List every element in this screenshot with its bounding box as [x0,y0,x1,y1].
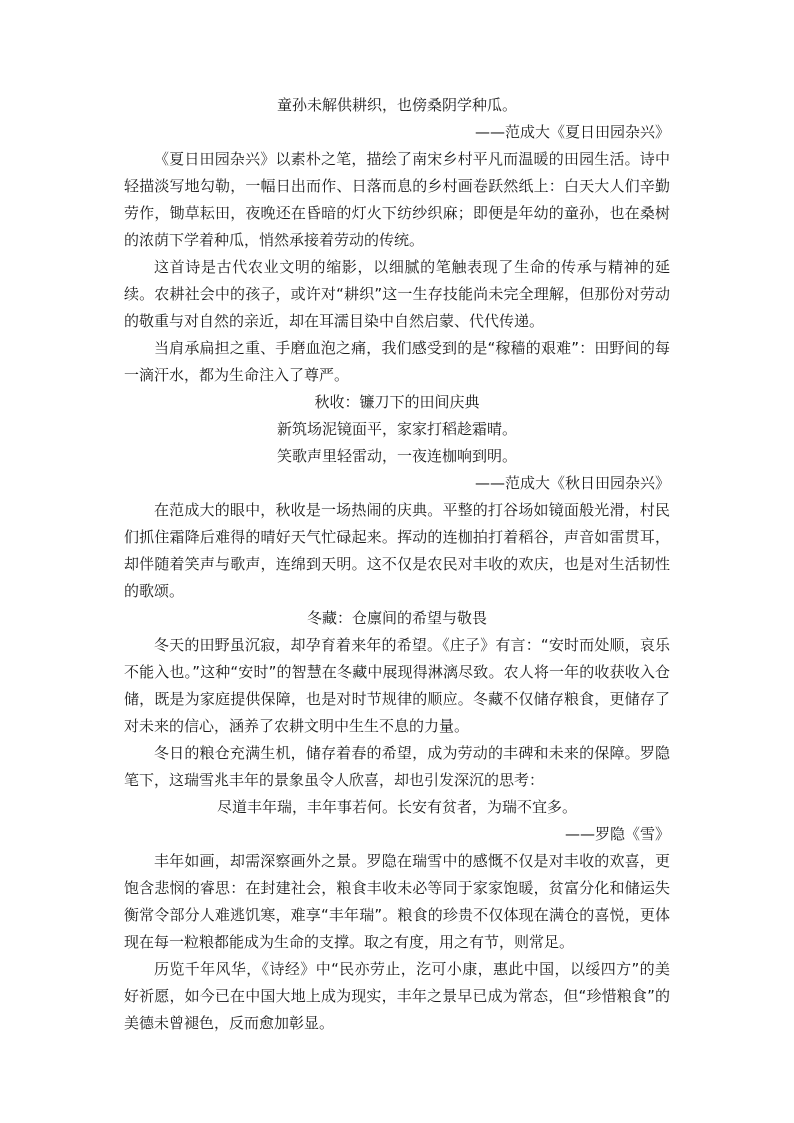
paragraph-winter-granary: 冬日的粮仓充满生机，储存着春的希望，成为劳动的丰碑和未来的保障。罗隐笔下，这瑞雪兆丰年的景象虽令人欣喜，却也引发深沉的思考： [124,744,670,789]
poem-line-autumn-2: 笑歌声里轻雷动，一夜连枷响到明。 [276,447,517,465]
paragraph-summer-intro: 《夏日田园杂兴》以素朴之笔，描绘了南宋乡村平凡而温暖的田园生活。诗中轻描淡写地勾勒，一幅日出而作、日落而息的乡村画卷跃然纸上：白天大人们辛勤劳作，锄草耘田，夜晚还在昏暗的灯火下纺纱织麻；即便是年幼的童孙，也在桑树的浓荫下学着种瓜，悄然承接着劳动的传统。 [124,150,670,249]
poem-line-winter: 尽道丰年瑞，丰年事若何。长安有贫者，为瑞不宜多。 [216,798,577,816]
document-page [124,92,670,1037]
poem-line-summer: 童孙未解供耕织，也傍桑阴学种瓜。 [276,96,517,114]
attribution-winter: ——罗隐《雪》 [564,825,670,843]
paragraph-autumn-harvest: 在范成大的眼中，秋收是一场热闹的庆典。平整的打谷场如镜面般光滑，村民们抓住霜降后难得的晴好天气忙碌起来。挥动的连枷拍打着稻谷，声音如雷贯耳，却伴随着笑声与歌声，连绵到天明。这不仅是农民对丰收的欢庆，也是对生活韧性的歌颂。 [124,501,670,600]
paragraph-luo-yin-reflection: 丰年如画，却需深察画外之景。罗隐在瑞雪中的感慨不仅是对丰收的欢喜，更饱含悲悯的睿思：在封建社会，粮食丰收未必等同于家家饱暖，贫富分化和储运失衡常令部分人难逃饥寒，难享“丰年瑞”。粮食的珍贵不仅体现在满仓的喜悦，更体现在每一粒粮都能成为生命的支撑。取之有度，用之有节，则常足。 [124,852,670,951]
paragraph-agricultural-civilization: 这首诗是古代农业文明的缩影，以细腻的笔触表现了生命的传承与精神的延续。农耕社会中的孩子，或许对“耕织”这一生存技能尚未完全理解，但那份对劳动的敬重与对自然的亲近，却在耳濡目染中自然启蒙、代代传递。 [124,258,670,330]
paragraph-winter-storage: 冬天的田野虽沉寂，却孕育着来年的希望。《庄子》有言：“安时而处顺，哀乐不能入也。”这种“安时”的智慧在冬藏中展现得淋漓尽致。农人将一年的收获收入仓储，既是为家庭提供保障，也是对时节规律的顺应。冬藏不仅储存粮食，更储存了对未来的信心，涵养了农耕文明中生生不息的力量。 [124,636,670,735]
section-heading-winter: 冬藏：仓廪间的希望与敬畏 [306,609,487,627]
attribution-autumn: ——范成大《秋日田园杂兴》 [474,474,670,492]
section-heading-autumn: 秋收：镰刀下的田间庆典 [314,393,480,411]
paragraph-hardship: 当肩承扁担之重、手磨血泡之痛，我们感受到的是“稼穑的艰难”：田野间的每一滴汗水，都为生命注入了尊严。 [124,339,670,384]
poem-line-autumn-1: 新筑场泥镜面平，家家打稻趁霜晴。 [276,420,517,438]
attribution-summer: ——范成大《夏日田园杂兴》 [474,123,670,141]
paragraph-conclusion: 历览千年风华，《诗经》中“民亦劳止，汔可小康，惠此中国，以绥四方”的美好祈愿，如今已在中国大地上成为现实，丰年之景早已成为常态，但“珍惜粮食”的美德未曾褪色，反而愈加彰显。 [124,960,670,1032]
